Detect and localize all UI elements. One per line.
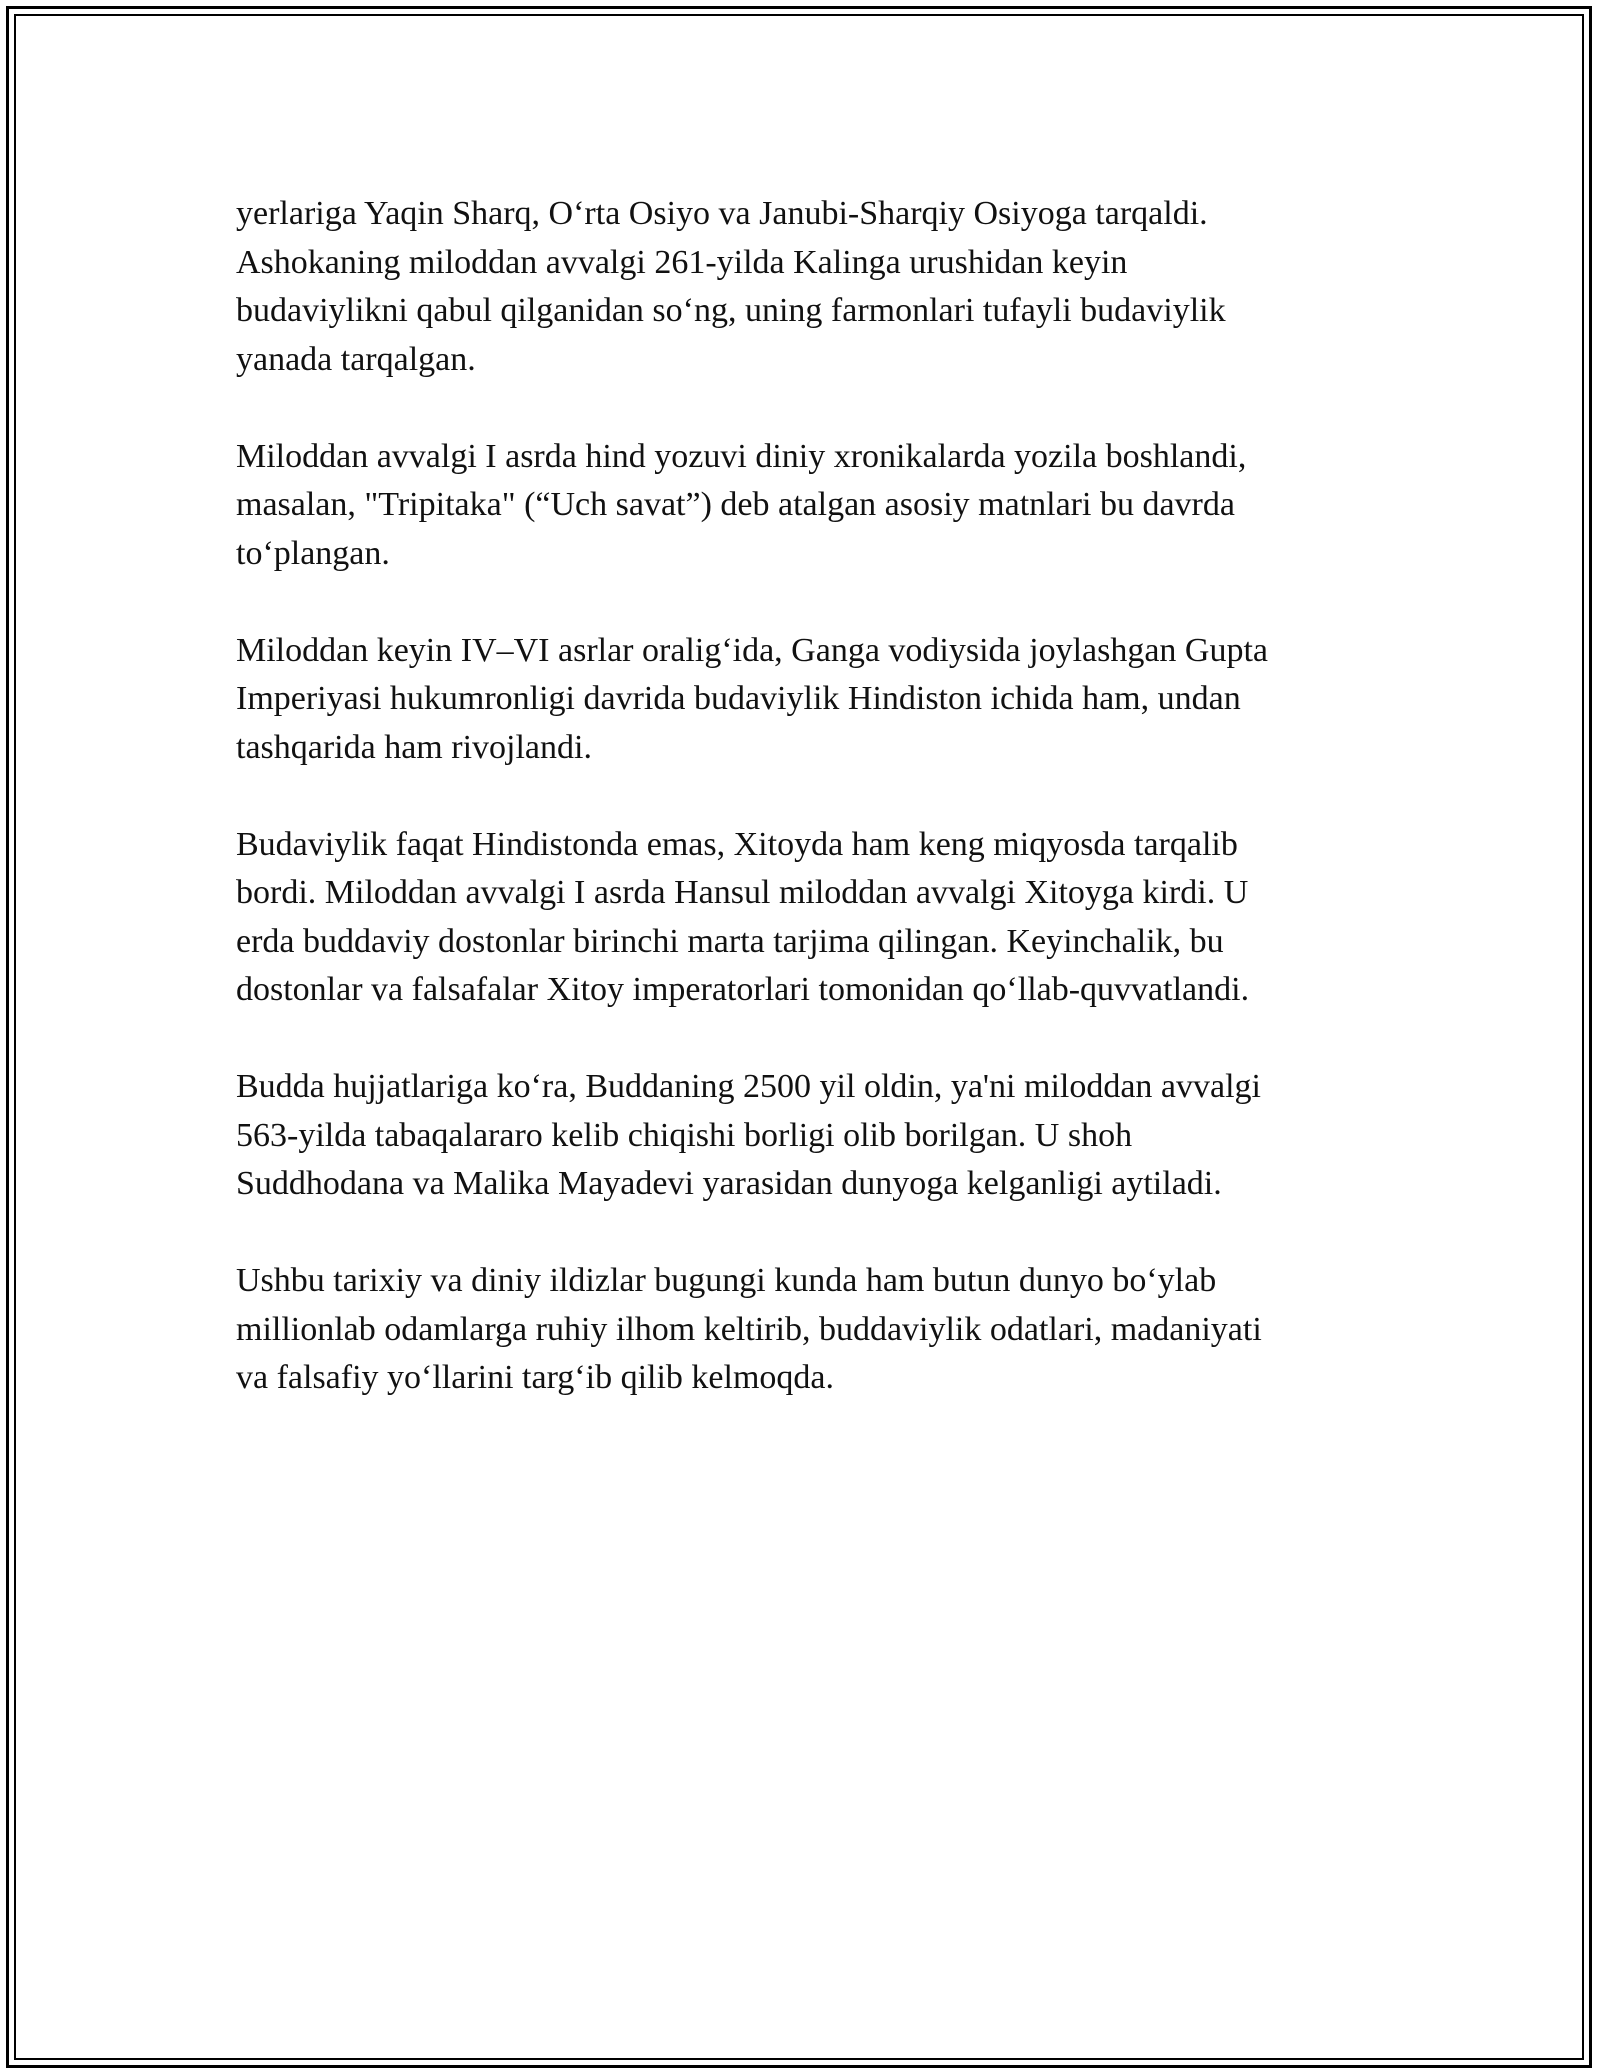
text-line: dostonlar va falsafalar Xitoy imperatorlari tomonidan qo‘llab-quvvatlandi. xyxy=(236,971,1250,1008)
text-line: bordi. Miloddan avvalgi I asrda Hansul miloddan avvalgi Xitoyga kirdi. U xyxy=(236,874,1249,911)
text-line: va falsafiy yo‘llarini targ‘ib qilib kelmoqda. xyxy=(236,1359,834,1396)
text-line: Ushbu tarixiy va diniy ildizlar bugungi kunda ham butun dunyo bo‘ylab xyxy=(236,1262,1217,1299)
text-line: Imperiyasi hukumronligi davrida budaviylik Hindiston ichida ham, undan xyxy=(236,680,1241,717)
document-body xyxy=(236,190,1396,1451)
text-line: yerlariga Yaqin Sharq, O‘rta Osiyo va Janubi-Sharqiy Osiyoga tarqaldi. xyxy=(236,195,1208,232)
text-line: budaviylikni qabul qilganidan so‘ng, uning farmonlari tufayli budaviylik xyxy=(236,292,1226,329)
text-line: Ashokaning miloddan avvalgi 261-yilda Kalinga urushidan keyin xyxy=(236,243,1128,281)
text-line: Budda hujjatlariga ko‘ra, Buddaning 2500 yil oldin, ya'ni miloddan avvalgi xyxy=(236,1068,1261,1105)
paragraph-6 xyxy=(236,1257,1396,1403)
paragraph-2 xyxy=(236,433,1396,579)
text-line: masalan, "Tripitaka" (“Uch savat”) deb atalgan asosiy matnlari bu davrda xyxy=(236,486,1235,523)
text-line: Miloddan avvalgi I asrda hind yozuvi diniy xronikalarda yozila boshlandi, xyxy=(236,437,1247,475)
paragraph-5 xyxy=(236,1063,1396,1209)
text-line: yanada tarqalgan. xyxy=(236,340,476,378)
text-line: millionlab odamlarga ruhiy ilhom keltirib, buddaviylik odatlari, madaniyati xyxy=(236,1310,1262,1348)
text-line: erda buddaviy dostonlar birinchi marta tarjima qilingan. Keyinchalik, bu xyxy=(236,922,1224,960)
text-line: tashqarida ham rivojlandi. xyxy=(236,728,592,766)
text-line: 563-yilda tabaqalararo kelib chiqishi borligi olib borilgan. U shoh xyxy=(236,1116,1133,1154)
text-line: Budaviylik faqat Hindistonda emas, Xitoyda ham keng miqyosda tarqalib xyxy=(236,825,1238,863)
paragraph-1 xyxy=(236,190,1396,384)
text-line: to‘plangan. xyxy=(236,534,390,572)
paragraph-3 xyxy=(236,627,1396,773)
text-line: Miloddan keyin IV–VI asrlar oralig‘ida, Ganga vodiysida joylashgan Gupta xyxy=(236,631,1269,669)
paragraph-4 xyxy=(236,821,1396,1015)
text-line: Suddhodana va Malika Mayadevi yarasidan dunyoga kelganligi aytiladi. xyxy=(236,1165,1222,1202)
